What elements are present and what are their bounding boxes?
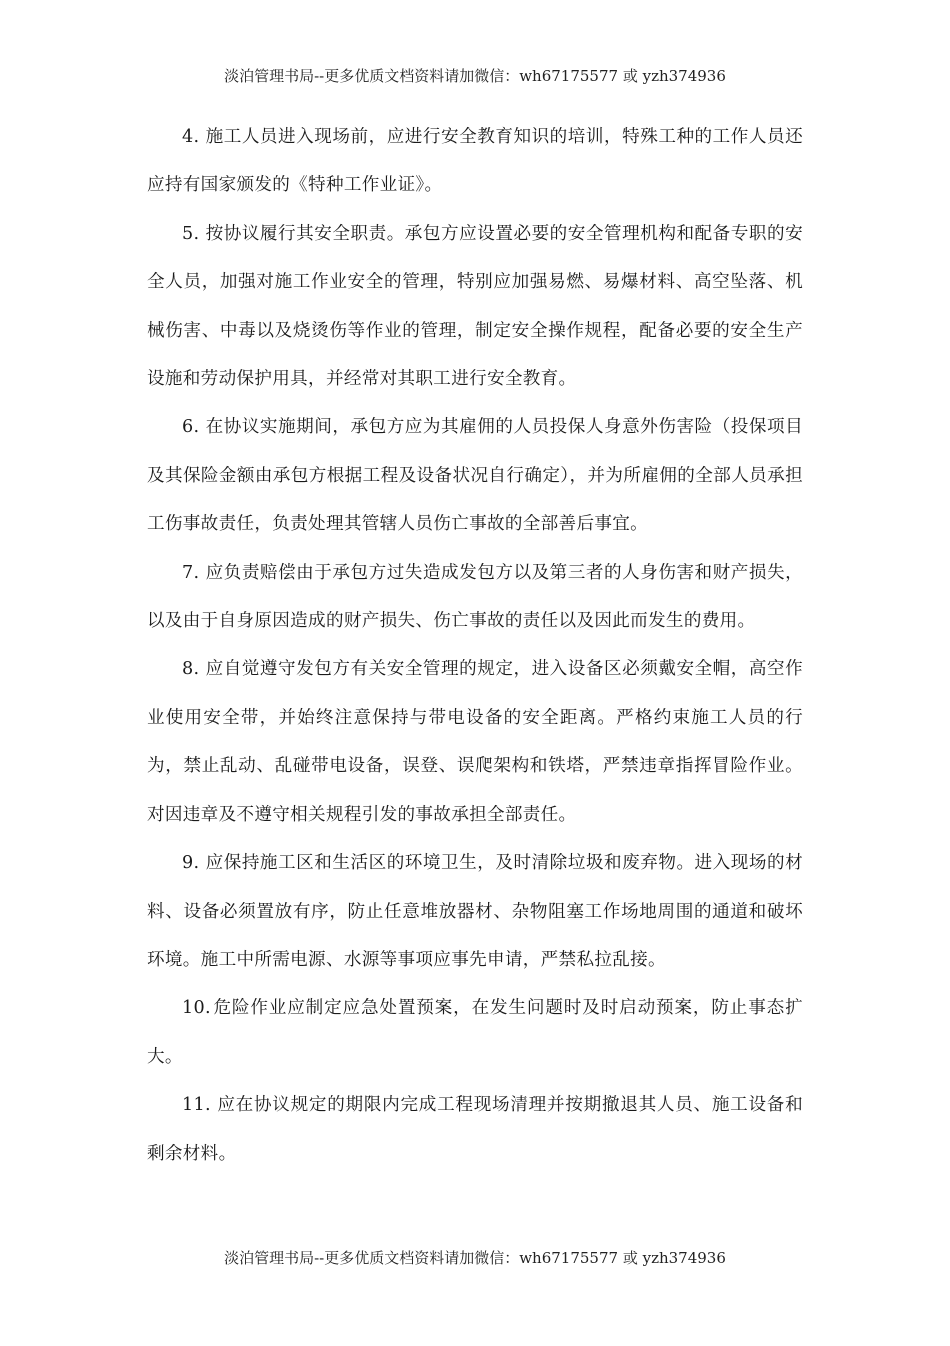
paragraph-item-7: [147, 549, 803, 646]
paragraph-number: 5.: [182, 223, 200, 244]
page-footer: 淡泊管理书局--更多优质文档资料请加微信：wh67175577 或 yzh374936: [224, 1249, 726, 1267]
document-body: [147, 113, 803, 1178]
paragraph-text: 应负责赔偿由于承包方过失造成发包方以及第三者的人身伤害和财产损失，以及由于自身原因造成的财产损失、伤亡事故的责任以及因此而发生的费用。: [147, 562, 803, 632]
paragraph-number: 8.: [182, 659, 200, 680]
paragraph-item-9: [147, 839, 803, 984]
paragraph-item-11: [147, 1081, 803, 1178]
paragraph-number: 10.: [182, 998, 211, 1019]
paragraph-number: 4.: [182, 127, 200, 147]
paragraph-text: 应在协议规定的期限内完成工程现场清理并按期撤退其人员、施工设备和剩余材料。: [147, 1095, 803, 1164]
paragraph-item-10: [147, 984, 803, 1081]
paragraph-number: 11.: [182, 1095, 211, 1116]
paragraph-text: 按协议履行其安全职责。承包方应设置必要的安全管理机构和配备专职的安全人员，加强对施工作业安全的管理，特别应加强易燃、易爆材料、高空坠落、机械伤害、中毒以及烧烫伤等作业的管理，制定安全操作规程，配备必要的安全生产设施和劳动保护用具，并经常对其职工进行安全教育。: [147, 223, 803, 390]
paragraph-item-5: [147, 210, 803, 404]
paragraph-item-4: [147, 113, 803, 210]
paragraph-number: 7.: [182, 562, 200, 583]
paragraph-text: 应保持施工区和生活区的环境卫生，及时清除垃圾和废弃物。进入现场的材料、设备必须置放有序，防止任意堆放器材、杂物阻塞工作场地周围的通道和破坏环境。施工中所需电源、水源等事项应事先申请，严禁私拉乱接。: [147, 853, 803, 970]
paragraph-text: 施工人员进入现场前，应进行安全教育知识的培训，特殊工种的工作人员还应持有国家颁发的《特种工作业证》。: [147, 127, 803, 196]
paragraph-text: 在协议实施期间，承包方应为其雇佣的人员投保人身意外伤害险（投保项目及其保险金额由承包方根据工程及设备状况自行确定），并为所雇佣的全部人员承担工伤事故责任，负责处理其管辖人员伤亡事故的全部善后事宜。: [147, 417, 803, 535]
page-header: 淡泊管理书局--更多优质文档资料请加微信：wh67175577 或 yzh374936: [224, 67, 726, 85]
paragraph-item-8: [147, 645, 803, 839]
paragraph-number: 6.: [182, 417, 200, 438]
paragraph-number: 9.: [182, 853, 200, 874]
paragraph-text: 危险作业应制定应急处置预案，在发生问题时及时启动预案，防止事态扩大。: [147, 998, 803, 1067]
paragraph-item-6: [147, 403, 803, 548]
paragraph-text: 应自觉遵守发包方有关安全管理的规定，进入设备区必须戴安全帽，高空作业使用安全带，并始终注意保持与带电设备的安全距离。严格约束施工人员的行为，禁止乱动、乱碰带电设备，误登、误爬架构和铁塔，严禁违章指挥冒险作业。对因违章及不遵守相关规程引发的事故承担全部责任。: [147, 659, 803, 825]
